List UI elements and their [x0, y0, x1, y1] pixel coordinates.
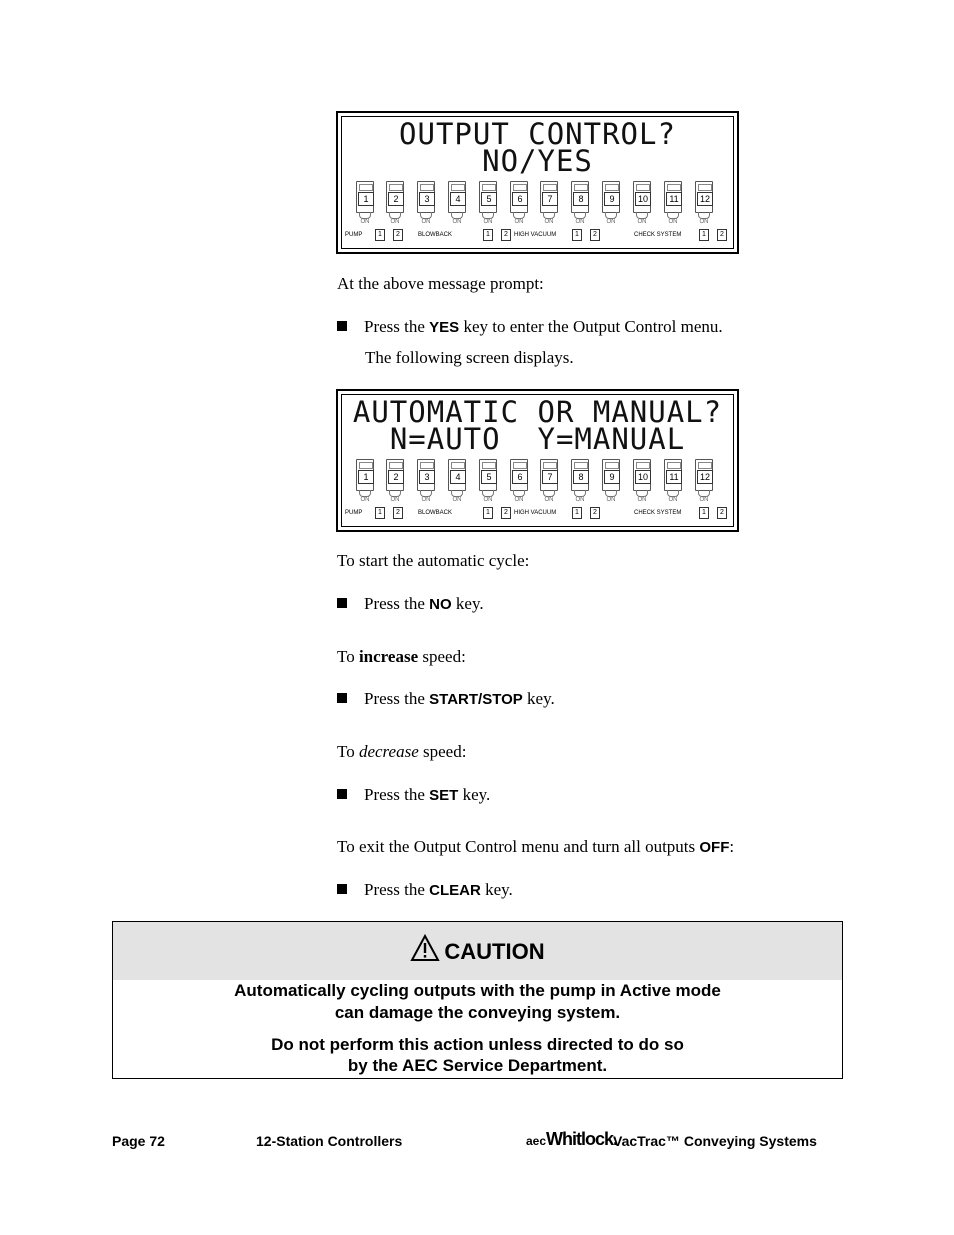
on-label: ON [514, 219, 524, 225]
station-indicator-4 [448, 181, 466, 223]
caution-text: can damage the conveying system. [334, 1003, 621, 1022]
on-label: ON [452, 219, 462, 225]
indicator-body [386, 181, 404, 213]
indicator-tip [451, 212, 463, 219]
indicator-body [602, 459, 620, 491]
station-number: 5 [481, 470, 497, 484]
indicator-lamp [543, 462, 557, 469]
indicator-body [448, 181, 466, 213]
station-indicator-6 [510, 181, 528, 223]
indicator-lamp [698, 462, 712, 469]
indicator-lamp [420, 184, 434, 191]
station-number: 7 [542, 192, 558, 206]
station-number: 6 [512, 470, 528, 484]
indicator-tip [420, 490, 432, 497]
indicator-lamp [667, 462, 681, 469]
indicator-tip [605, 490, 617, 497]
station-number: 10 [635, 470, 651, 484]
station-indicator-6 [510, 459, 528, 501]
indicator-tip [482, 212, 494, 219]
indicator-lamp [574, 184, 588, 191]
station-number: 1 [358, 192, 374, 206]
indicator-lamp [667, 184, 681, 191]
on-label: ON [668, 219, 678, 225]
paragraph: The following screen displays. [365, 348, 574, 367]
indicator-tip [359, 212, 371, 219]
key-name: SET [429, 787, 459, 804]
station-number: 1 [358, 470, 374, 484]
indicator-lamp [482, 184, 496, 191]
station-indicator-10 [633, 459, 651, 501]
indicator-lamp [636, 184, 650, 191]
on-label: ON [360, 497, 370, 503]
indicator-body [571, 181, 589, 213]
indicator-body [448, 459, 466, 491]
bullet-icon [337, 884, 347, 894]
group-indicator-box: 1 [483, 229, 493, 241]
paragraph: At the above message prompt: [337, 274, 544, 293]
aec-whitlock-logo: aecWhitlock. [526, 1129, 618, 1149]
indicator-tip [667, 212, 679, 219]
station-number: 3 [419, 192, 435, 206]
station-number: 10 [635, 192, 651, 206]
on-label: ON [483, 219, 493, 225]
station-indicator-8 [571, 459, 589, 501]
indicator-tip [482, 490, 494, 497]
on-label: ON [514, 497, 524, 503]
station-number: 12 [697, 470, 713, 484]
indicator-body [633, 459, 651, 491]
caution-text: Do not perform this action unless directed to do so [271, 1035, 684, 1054]
bullet-item: Press the NO key. [337, 594, 484, 614]
indicator-tip [420, 212, 432, 219]
indicator-body [510, 181, 528, 213]
on-label: ON [360, 219, 370, 225]
station-indicator-4 [448, 459, 466, 501]
indicator-body [356, 181, 374, 213]
on-label: ON [606, 219, 616, 225]
station-indicator-3 [417, 181, 435, 223]
station-number: 5 [481, 192, 497, 206]
indicator-body [356, 459, 374, 491]
on-label: ON [544, 497, 554, 503]
group-indicator-box: 1 [572, 229, 582, 241]
key-name: CLEAR [429, 882, 481, 899]
station-number: 11 [666, 192, 682, 206]
station-indicator-1 [356, 181, 374, 223]
indicator-body [540, 459, 558, 491]
on-label: ON [544, 219, 554, 225]
indicator-body [540, 181, 558, 213]
station-indicator-11 [664, 459, 682, 501]
on-label: ON [421, 219, 431, 225]
on-label: ON [390, 219, 400, 225]
group-indicator-box: 2 [717, 507, 727, 519]
key-name: START/STOP [429, 691, 523, 708]
indicator-lamp [482, 462, 496, 469]
indicator-tip [698, 212, 710, 219]
lcd-panel-output-control [336, 111, 739, 254]
group-label: PUMP [345, 510, 363, 516]
warning-icon [410, 934, 440, 962]
station-number: 12 [697, 192, 713, 206]
lcd-line-2: NO/YES [482, 144, 593, 178]
station-number: 4 [450, 470, 466, 484]
group-indicator-box: 1 [375, 507, 385, 519]
group-indicator-box: 1 [483, 507, 493, 519]
key-name: YES [429, 319, 460, 336]
caution-text: by the AEC Service Department. [347, 1056, 608, 1075]
station-indicator-9 [602, 181, 620, 223]
key-name: NO [429, 596, 452, 613]
on-label: ON [637, 219, 647, 225]
station-number: 2 [388, 192, 404, 206]
group-indicator-box: 1 [375, 229, 385, 241]
bullet-item: Press the YES key to enter the Output Control menu. [337, 317, 723, 337]
indicator-lamp [574, 462, 588, 469]
indicator-body [417, 181, 435, 213]
indicator-lamp [605, 462, 619, 469]
station-number: 2 [388, 470, 404, 484]
station-number: 4 [450, 192, 466, 206]
indicator-lamp [605, 184, 619, 191]
station-indicator-3 [417, 459, 435, 501]
on-label: ON [452, 497, 462, 503]
caution-title: CAUTION [444, 939, 545, 964]
indicator-lamp [359, 184, 373, 191]
bullet-icon [337, 693, 347, 703]
on-label: ON [390, 497, 400, 503]
caution-header [113, 922, 842, 980]
station-number: 6 [512, 192, 528, 206]
on-label: ON [483, 497, 493, 503]
station-indicator-7 [540, 181, 558, 223]
group-indicator-box: 2 [717, 229, 727, 241]
indicator-tip [574, 490, 586, 497]
indicator-body [695, 181, 713, 213]
footer-section: 12-Station Controllers [256, 1133, 403, 1149]
indicator-tip [698, 490, 710, 497]
station-number: 8 [573, 192, 589, 206]
on-label: ON [637, 497, 647, 503]
group-indicator-box: 1 [572, 507, 582, 519]
indicator-body [664, 459, 682, 491]
footer-page-number: Page 72 [112, 1133, 165, 1149]
group-label: BLOWBACK [418, 510, 453, 516]
bullet-item: Press the SET key. [337, 785, 490, 805]
paragraph: To start the automatic cycle: [337, 551, 530, 570]
station-indicator-11 [664, 181, 682, 223]
indicator-body [510, 459, 528, 491]
group-label: HIGH VACUUM [514, 510, 557, 516]
indicator-tip [359, 490, 371, 497]
group-indicator-box: 1 [699, 507, 709, 519]
group-indicator-box: 1 [699, 229, 709, 241]
station-indicator-2 [386, 459, 404, 501]
indicator-tip [543, 212, 555, 219]
indicator-body [571, 459, 589, 491]
paragraph: To increase speed: [337, 647, 466, 666]
station-number: 11 [666, 470, 682, 484]
on-label: ON [575, 219, 585, 225]
indicator-tip [513, 212, 525, 219]
indicator-tip [513, 490, 525, 497]
group-indicator-box: 2 [590, 229, 600, 241]
station-indicator-12 [695, 459, 713, 501]
on-label: ON [575, 497, 585, 503]
footer-product: VacTrac™ Conveying Systems [613, 1133, 817, 1149]
bullet-icon [337, 321, 347, 331]
lcd-panel-auto-manual [336, 389, 739, 532]
caution-text: Automatically cycling outputs with the pump in Active mode [234, 981, 721, 1000]
indicator-body [386, 459, 404, 491]
lcd-line-1: OUTPUT CONTROL? [399, 117, 676, 151]
indicator-tip [389, 212, 401, 219]
group-indicator-box: 2 [393, 507, 403, 519]
indicator-tip [636, 212, 648, 219]
on-label: ON [421, 497, 431, 503]
indicator-lamp [451, 184, 465, 191]
station-indicator-1 [356, 459, 374, 501]
indicator-lamp [451, 462, 465, 469]
indicator-lamp [636, 462, 650, 469]
lcd-line-1: AUTOMATIC OR MANUAL? [352, 395, 723, 429]
indicator-tip [389, 490, 401, 497]
group-indicator-box: 2 [501, 229, 511, 241]
station-number: 7 [542, 470, 558, 484]
station-indicator-10 [633, 181, 651, 223]
on-label: ON [606, 497, 616, 503]
indicator-tip [636, 490, 648, 497]
indicator-body [695, 459, 713, 491]
indicator-tip [574, 212, 586, 219]
group-label: CHECK SYSTEM [634, 232, 682, 238]
indicator-lamp [513, 184, 527, 191]
indicator-lamp [698, 184, 712, 191]
station-indicator-12 [695, 181, 713, 223]
paragraph: To exit the Output Control menu and turn all outputs OFF: [337, 837, 735, 856]
on-label: ON [699, 497, 709, 503]
indicator-tip [543, 490, 555, 497]
indicator-lamp [420, 462, 434, 469]
indicator-tip [667, 490, 679, 497]
station-indicator-5 [479, 181, 497, 223]
group-label: HIGH VACUUM [514, 232, 557, 238]
bullet-item: Press the START/STOP key. [337, 689, 555, 709]
indicator-body [479, 459, 497, 491]
station-indicator-2 [386, 181, 404, 223]
station-number: 3 [419, 470, 435, 484]
indicator-tip [605, 212, 617, 219]
indicator-body [417, 459, 435, 491]
indicator-body [633, 181, 651, 213]
bullet-icon [337, 789, 347, 799]
indicator-tip [451, 490, 463, 497]
indicator-body [602, 181, 620, 213]
group-indicator-box: 2 [590, 507, 600, 519]
station-number: 9 [604, 470, 620, 484]
indicator-lamp [543, 184, 557, 191]
group-indicator-box: 2 [393, 229, 403, 241]
station-number: 8 [573, 470, 589, 484]
indicator-lamp [513, 462, 527, 469]
indicator-lamp [389, 462, 403, 469]
on-label: ON [699, 219, 709, 225]
bullet-icon [337, 598, 347, 608]
station-indicator-8 [571, 181, 589, 223]
bullet-item: Press the CLEAR key. [337, 880, 513, 900]
indicator-lamp [359, 462, 373, 469]
group-label: CHECK SYSTEM [634, 510, 682, 516]
group-label: BLOWBACK [418, 232, 453, 238]
group-indicator-box: 2 [501, 507, 511, 519]
lcd-line-2: N=AUTO Y=MANUAL [389, 422, 686, 456]
station-number: 9 [604, 192, 620, 206]
indicator-body [479, 181, 497, 213]
paragraph: To decrease speed: [337, 742, 467, 761]
indicator-lamp [389, 184, 403, 191]
station-indicator-9 [602, 459, 620, 501]
on-label: ON [668, 497, 678, 503]
station-indicator-5 [479, 459, 497, 501]
caution-box [112, 921, 843, 1079]
indicator-body [664, 181, 682, 213]
station-indicator-7 [540, 459, 558, 501]
group-label: PUMP [345, 232, 363, 238]
